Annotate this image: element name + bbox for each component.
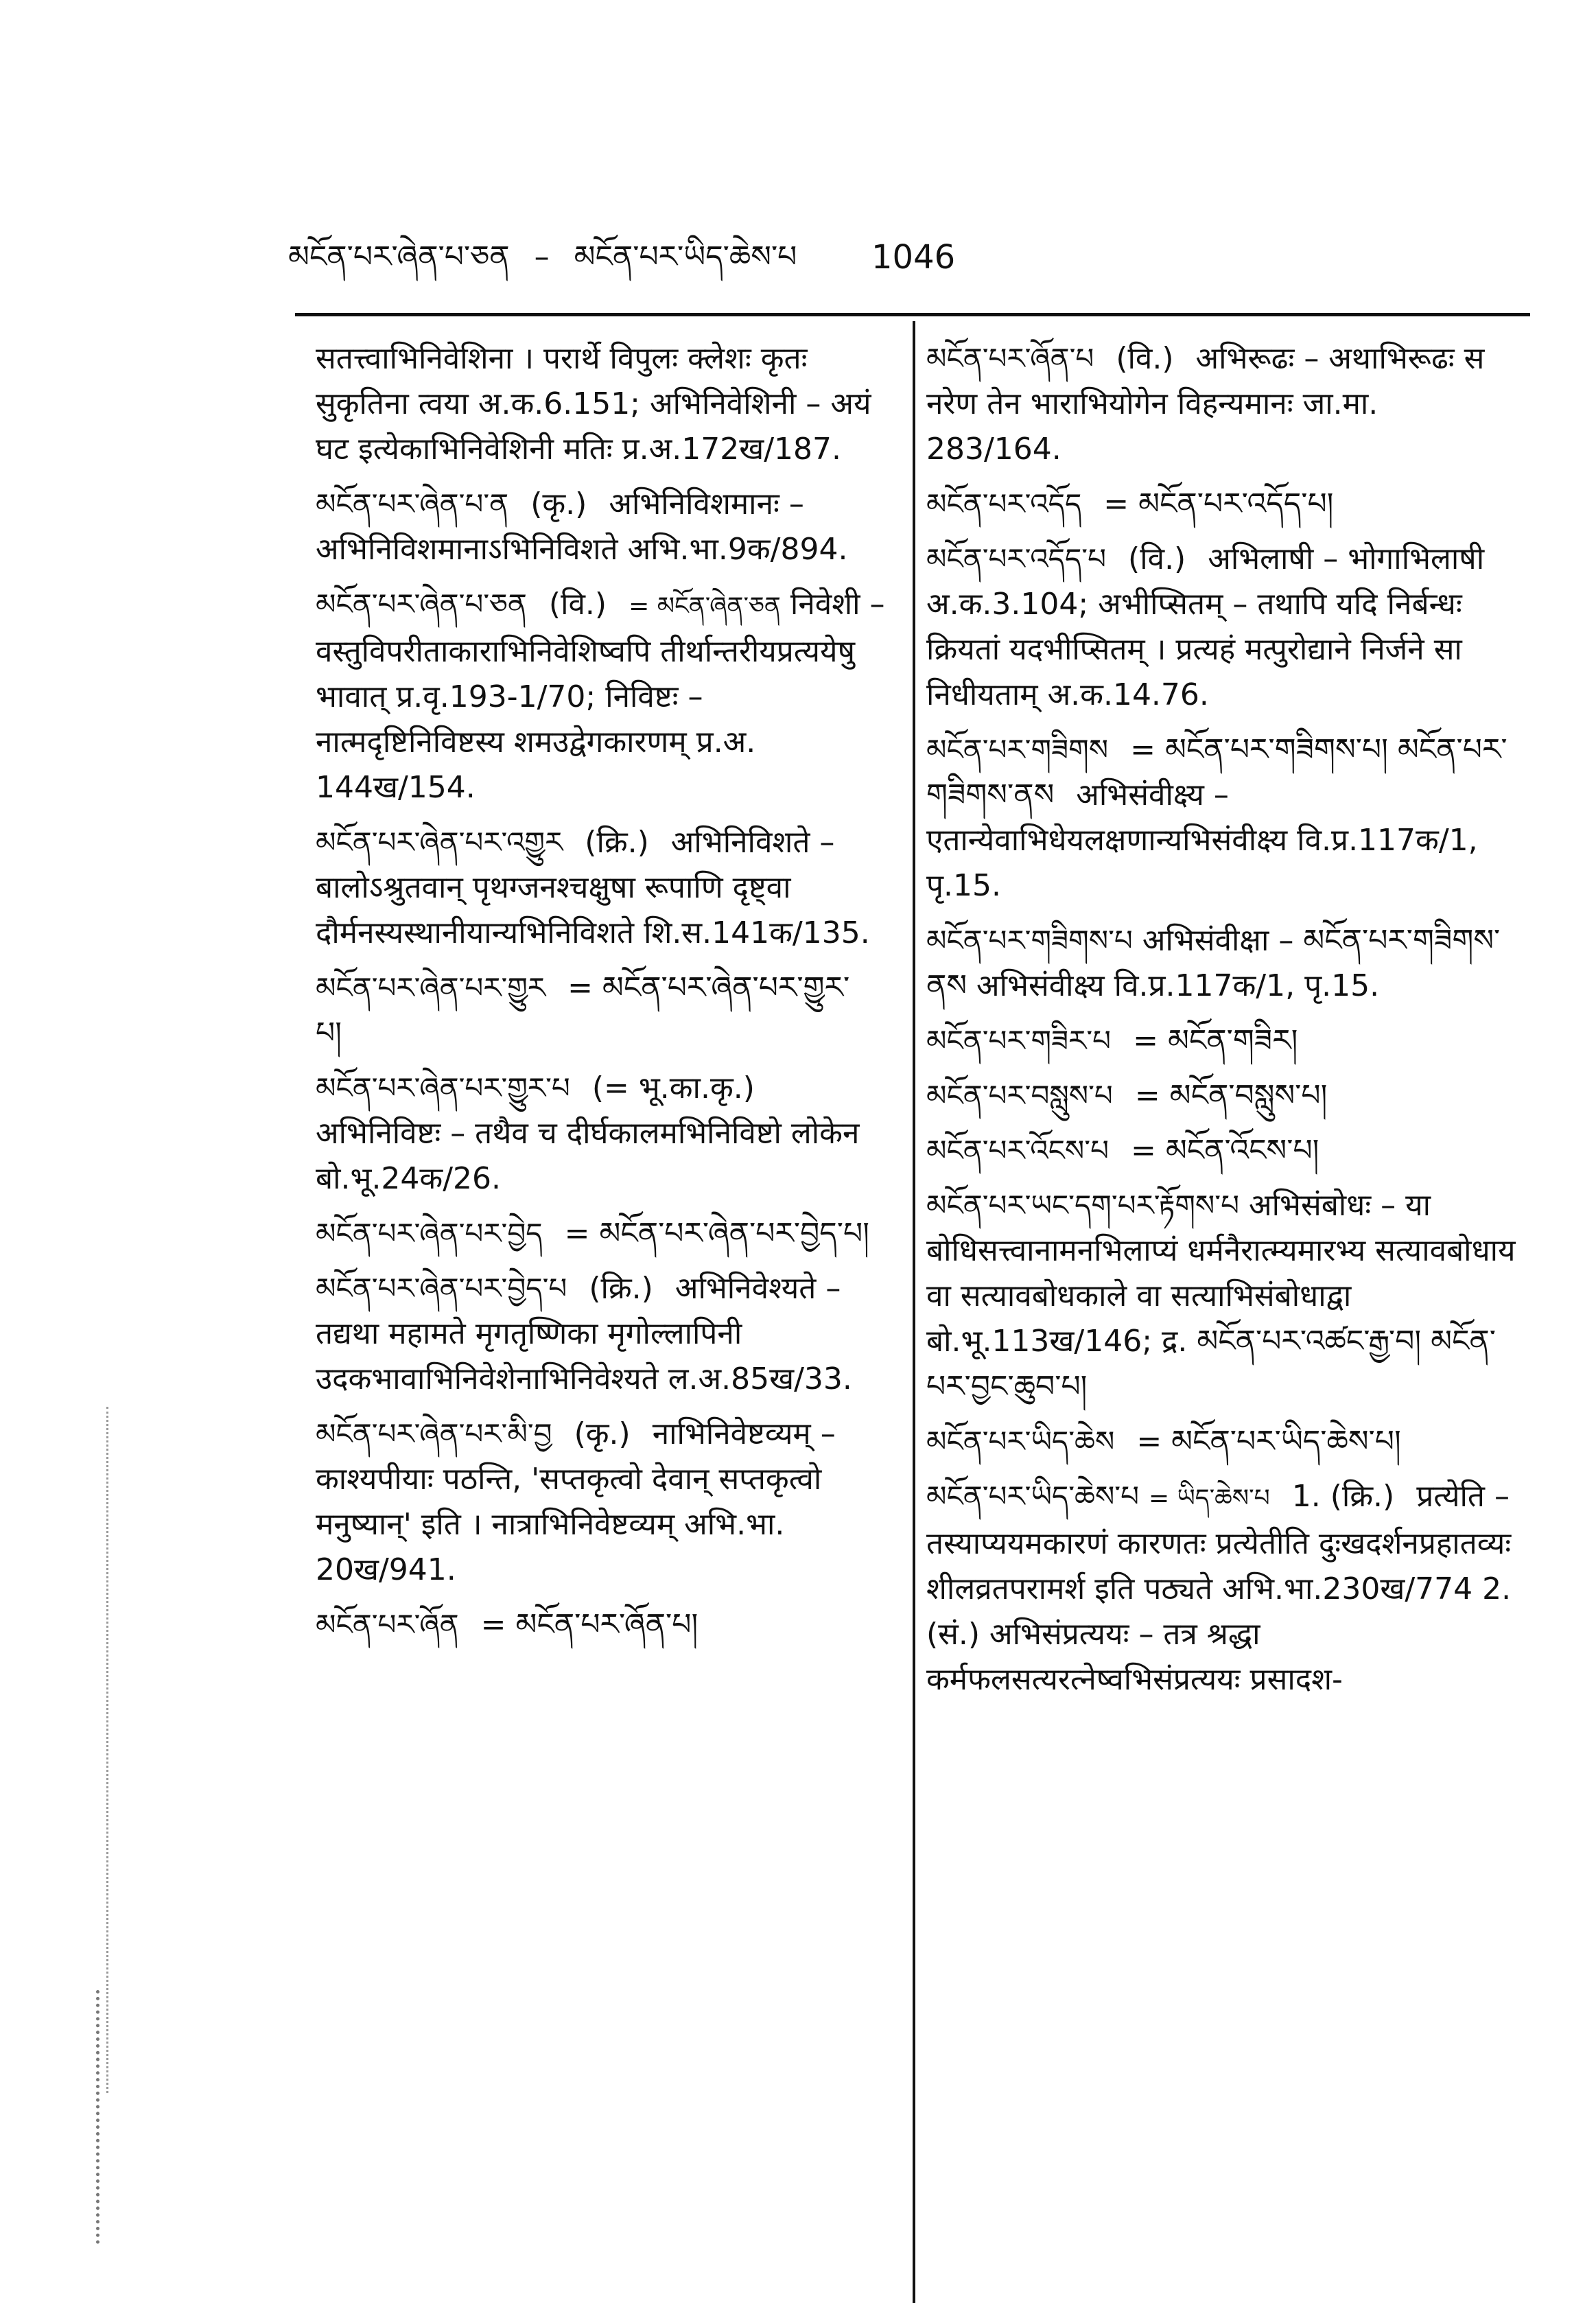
entry-cross-reference: = མངོན་པར་ཞེན་པར་གྱུར་པ།: [316, 970, 850, 1051]
entry-text: नाभिनिवेष्टव्यम् – काश्यपीयाः पठन्ति, 'सप्तकृत्वो देवान् सप्तकृत्वो मनुष्यान्' इति । नात्राभिनिवेष्टव्यम् अभि.भा. 20ख/941.: [316, 1416, 836, 1587]
entry-headword: མངོན་པར་ཞེན་པར་འགྱུར: [316, 826, 563, 859]
running-head-last-word: མངོན་པར་ཡིད་ཆེས་པ: [574, 239, 797, 274]
entry-cross-reference: = མངོན་ཞེན་ཅན: [629, 592, 781, 620]
scan-margin-artifact: [106, 1407, 110, 2093]
entry-headword: མངོན་པར་འདོད: [926, 487, 1082, 521]
dictionary-entry: [926, 1183, 1516, 1410]
entry-text: निवेशी – वस्तुविपरीताकाराभिनिवेशिष्वपि तीर्थान्तरीयप्रत्ययेषु भावात् प्र.वृ.193-1/70; निविष्टः – नात्मदृष्टिनिविष्टस्य शमउद्वेगकारणम् प्र.अ. 144ख/154.: [316, 587, 885, 805]
dictionary-entry: [316, 1266, 885, 1402]
entry-headword: མངོན་པར་ཞོན: [316, 1608, 459, 1641]
scan-margin-artifact: [96, 1990, 103, 2244]
entry-cross-reference: = མངོན་གཟིར།: [1133, 1023, 1298, 1058]
entry-text: सतत्त्वाभिनिवेशिना । परार्थे विपुलः क्लेशः कृतः सुकृतिना त्वया अ.क.6.151; अभिनिवेशिनी – अयं घट इत्येकाभिनिवेशिनी मतिः प्र.अ.172ख/187.: [316, 341, 871, 467]
entry-headword: མངོན་པར་ཞེན་པར་བྱེད: [316, 1217, 543, 1250]
entry-headword: མངོན་པར་འདོད་པ: [926, 542, 1107, 576]
entry-grammar: (वि.): [548, 587, 607, 622]
entry-headword: མངོན་པར་འོངས་པ: [926, 1134, 1109, 1167]
entry-grammar: (क्रि.): [585, 825, 649, 860]
dictionary-entry: [926, 537, 1516, 718]
entry-grammar: (वि.): [1128, 541, 1186, 576]
entry-text: अभिनिविशते – बालोऽश्रुतवान् पृथग्जनश्चक्षुषा रूपाणि दृष्ट्वा दौर्मनस्यस्थानीयान्यभिनिविशते शि.स.141क/135.: [316, 825, 870, 950]
entry-headword: མངོན་པར་ཞེན་པར་མི་བྱ: [316, 1417, 552, 1451]
entry-text: प्रत्येति – तस्याप्ययमकारणं कारणतः प्रत्येतीति दुःखदर्शनप्रहातव्यः शीलव्रतपरामर्श इति पठ्यते अभि.भा.230ख/774 2. (सं.) अभिसंप्रत्ययः – तत्र श्रद्धा कर्मफलसत्यरत्नेष्वभिसंप्रत्ययः प्रसादश-: [926, 1479, 1512, 1697]
header-rule: [295, 313, 1530, 316]
dictionary-entry: [926, 482, 1516, 527]
entry-cross-reference: = མངོན་པར་ཞོན་པ།: [480, 1607, 699, 1642]
entry-grammar: (कृ.): [530, 487, 587, 522]
dictionary-entry: [316, 1066, 885, 1202]
entry-cross-reference: = ཡིད་ཆེས་པ: [1149, 1484, 1270, 1512]
entry-text: अभिनिविशमानः – अभिनिविशमानाऽभिनिविशते अभि.भा.9क/894.: [316, 487, 848, 567]
entry-headword: མངོན་པར་གཟིགས: [926, 733, 1109, 767]
entry-grammar: (वि.): [1116, 341, 1174, 376]
entry-grammar: 1. (क्रि.): [1291, 1479, 1395, 1514]
entry-headword: མངོན་པར་ཞེན་པར་གྱུར: [316, 971, 546, 1005]
entry-headword: མངོན་པར་གཟིར་པ: [926, 1024, 1112, 1057]
entry-text: अभिरूढः – अथाभिरूढः स नरेण तेन भाराभियोगेन विहन्यमानः जा.मा. 283/164.: [926, 341, 1485, 467]
entry-headword: མངོན་པར་ཡིད་ཆེས་པ: [926, 1480, 1140, 1513]
dictionary-entry: [926, 1474, 1516, 1703]
entry-headword: མངོན་པར་ཡང་དག་པར་རྟོགས་པ: [926, 1189, 1239, 1222]
entry-headword: མངོན་པར་ཞེན་པ་ན: [316, 487, 509, 521]
entry-text: अभिसंवीक्ष्य – एतान्येवाभिधेयलक्षणान्यभिसंवीक्ष्य वि.प्र.117क/1, पृ.15.: [926, 778, 1478, 903]
dictionary-entry: [926, 918, 1516, 1009]
entry-headword: མངོན་པར་ཡིད་ཆེས: [926, 1425, 1115, 1458]
entry-text: अभिनिविष्टः – तथैव च दीर्घकालमभिनिविष्टो लोकेन बो.भू.24क/26.: [316, 1116, 860, 1196]
entry-cross-reference: = མངོན་བསླུས་པ།: [1134, 1078, 1328, 1113]
entry-headword: མངོན་པར་ཞེན་པར་བྱེད་པ: [316, 1272, 567, 1305]
dictionary-entry: [316, 820, 885, 956]
column-divider: [913, 321, 915, 2303]
running-head-first-word: མངོན་པར་ཞེན་པ་ཅན: [288, 239, 510, 274]
entry-text: अभिलाषी – भोगाभिलाषी अ.क.3.104; अभीप्सितम् – तथापि यदि निर्बन्धः क्रियतां यदभीप्सितम् । प्रत्यहं मत्पुरोद्याने निर्जने सा निधीयताम् अ.क.14.76.: [926, 541, 1485, 712]
dictionary-entry: [316, 1602, 885, 1648]
entry-cross-reference: = མངོན་པར་ཡིད་ཆེས་པ།: [1136, 1424, 1401, 1459]
dictionary-entry: [926, 1128, 1516, 1173]
entry-headword: མངོན་པར་གཟིགས་པ: [926, 924, 1133, 957]
entry-headword: མངོན་པར་བསླུས་པ: [926, 1079, 1113, 1112]
page-number: 1046: [871, 238, 956, 277]
dictionary-entry: [316, 1211, 885, 1256]
dictionary-entry: [926, 727, 1516, 909]
dictionary-entry: [926, 1073, 1516, 1119]
entry-cross-reference: = མངོན་པར་ཞེན་པར་བྱེད་པ།: [564, 1216, 869, 1251]
left-column: [316, 336, 885, 1657]
dictionary-entry: [316, 1412, 885, 1593]
dictionary-entry: [316, 582, 885, 810]
running-head-separator: –: [534, 239, 550, 274]
entry-text: अभिनिवेश्यते – तद्यथा महामते मृगतृष्णिका मृगोल्लापिनी उदकभावाभिनिवेशेनाभिनिवेश्यते ल.अ.85ख/33.: [316, 1271, 852, 1396]
entry-headword: མངོན་པར་ཞེན་པ་ཅན: [316, 587, 527, 621]
dictionary-entry: [926, 1419, 1516, 1464]
entry-grammar: (= भू.का.कृ.): [591, 1071, 755, 1106]
entry-grammar: (कृ.): [574, 1416, 631, 1451]
dictionary-entry: [316, 482, 885, 572]
entry-cross-reference: = མངོན་པར་གཟིགས་པ། མངོན་པར་གཟིགས་ནས: [926, 732, 1507, 813]
entry-text: अभिसंबोधः – या बोधिसत्त्वानामनभिलाप्यं धर्मनैरात्म्यमारभ्य सत्यावबोधाय वा सत्यावबोधकाले वा सत्याभिसंबोधाद्वा बो.भू.113ख/146; द्र. མངོན་པར་འཚང་རྒྱ་བ། མངོན་པར་བྱང་ཆུབ་པ།: [926, 1188, 1516, 1404]
entry-text: अभिसंवीक्षा – མངོན་པར་གཟིགས་ནས अभिसंवीक्ष्य वि.प्र.117क/1, पृ.15.: [926, 923, 1501, 1003]
entry-headword: མངོན་པར་ཞེན་པར་གྱུར་པ: [316, 1071, 570, 1105]
dictionary-entry: [926, 1018, 1516, 1064]
entry-cross-reference: = མངོན་པར་འདོད་པ།: [1103, 487, 1334, 522]
entry-cross-reference: = མངོན་འོངས་པ།: [1131, 1133, 1319, 1168]
dictionary-entry: [316, 966, 885, 1056]
right-column: [926, 336, 1516, 1712]
dictionary-entry: [926, 336, 1516, 472]
entry-headword: མངོན་པར་ཞོན་པ: [926, 342, 1094, 375]
entry-grammar: (क्रि.): [589, 1271, 653, 1306]
dictionary-entry: [316, 336, 885, 472]
